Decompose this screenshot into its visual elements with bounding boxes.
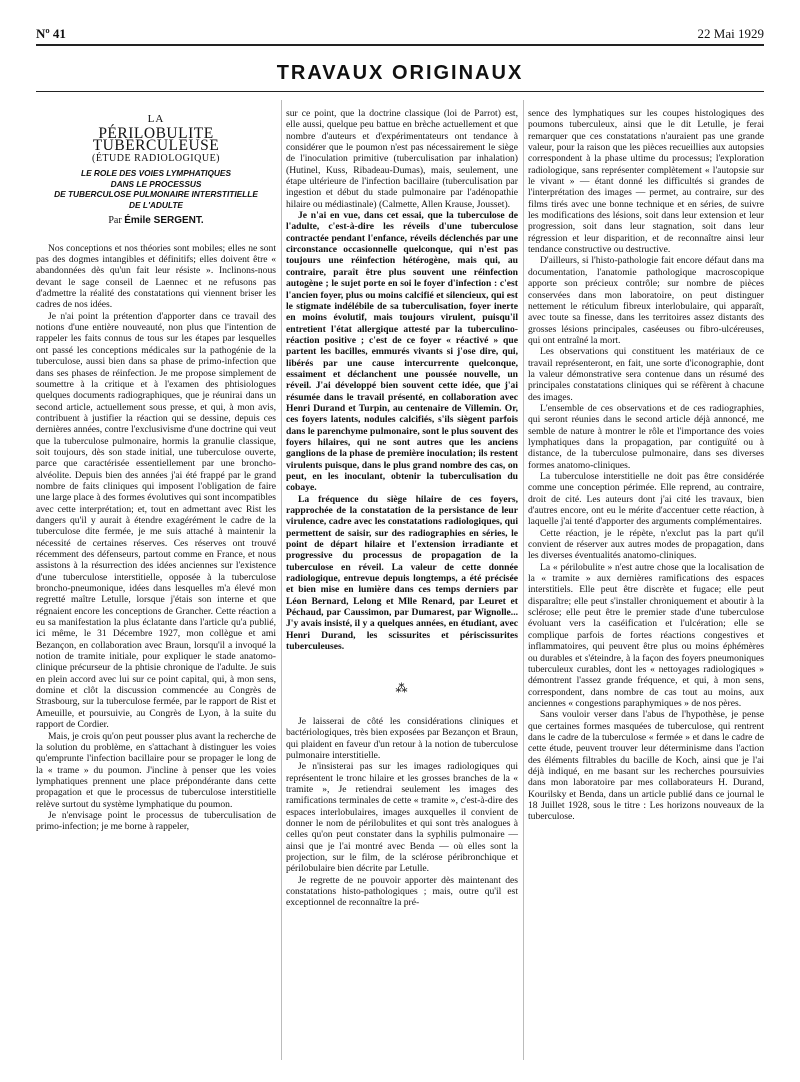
column-divider-1	[281, 100, 282, 1060]
section-break-asterism: ⁂	[395, 680, 409, 695]
article-kicker: LA	[147, 113, 165, 125]
article-title: PÉRILOBULITE TUBERCULEUSE	[92, 125, 220, 154]
paragraph: Sans vouloir verser dans l'abus de l'hypothèse, je pense que certaines formes masquées de tuberculose, qui rentrent dans le cadre de la tuberculose « fermée » et dans le cadre de cette étude, peuvent trouver leur déterminisme dans l'action des éléments filtrables du bacille de Koch, ainsi que je l'ai déjà indiqué, en me basant sur les recherches poursuivies dans mon laboratoire par mes collaborateurs H. Durand, Kourilsky et Benda, dans un article publié dans ce journal le 18 Juillet 1928, sous le titre : Les horizons nouveaux de la tuberculose.	[528, 709, 764, 823]
article-deck-line: LE ROLE DES VOIES LYMPHATIQUES	[81, 168, 231, 179]
column-1	[36, 106, 276, 833]
paragraph: Cette réaction, je le répète, n'exclut pas la part qu'il convient de réserver aux autres modes de propagation, dans les diverses éventualités anatomo-cliniques.	[528, 527, 764, 562]
paragraph: La « périlobulite » n'est autre chose que la localisation de la « tramite » aux dernières ramifications des espaces interstitiels. Elle peut être discrète et fugace; elle peut disparaître; elle peut s'installer chroniquement et aboutir à la sclérose; elle peut être le premier stade d'une tuberculose évoluant vers la caséification et l'ulcération; elle se complique parfois de fortes réactions congestives et inflammatoires, qui peuvent être plus ou moins éphémères ou durables et s'éteindre, à la façon des foyers pneumoniques tuberculeux curables, dont les « nettoyages radiologiques » démontrent l'assez grande fréquence, et qui, à mon sens, correspondent, dans nombre de cas tout au moins, aux anciennes « congestions paraphymiques » de nos pères.	[528, 561, 764, 709]
article-heading	[36, 114, 276, 227]
column-3	[528, 108, 764, 823]
paragraph: sur ce point, que la doctrine classique (loi de Parrot) est, elle aussi, quelque peu battue en brèche actuellement et que nombre d'auteurs et d'expérimentateurs ont tendance à considérer que le poumon n'est pas nécessairement le siège de l'inoculation primitive (tuberculisation par inhalation) (Hutinel, Kuss, Ribadeau-Dumas), mais, seulement, une étape ultérieure de l'infection bacillaire (tuberculisation par ingestion et début du stade pulmonaire par l'adénopathie hilaire ou médiastinale) (Calmette, Allen Krause, Jousset).	[286, 108, 518, 210]
byline	[36, 215, 276, 226]
article-deck-line: DANS LE PROCESSUS	[110, 178, 202, 189]
author-name: Émile SERGENT.	[124, 215, 204, 227]
article-subtitle: (ÉTUDE RADIOLOGIQUE)	[91, 153, 221, 165]
paragraph: L'ensemble de ces observations et de ces radiographies, qui seront réunies dans le second article déjà annoncé, me semble de nature à montrer le rôle et l'importance des voies lymphatiques dans la propagation, par contiguïté ou à distance, de la tuberculose pulmonaire, dans ses diverses formes anatomo-cliniques.	[528, 402, 764, 471]
header-rule	[36, 44, 764, 46]
paragraph: Je n'insisterai pas sur les images radiologiques qui représentent le tronc hilaire et les grosses branches de la « tramite », Je retiendrai seulement les images des ramifications terminales de cette « tramite », c'est-à-dire des espaces interlobulaires, images auxquelles il convient de donner le nom de périlobulites et qui sont très analogues à celles qu'on peut constater dans la syphilis pulmonaire — ainsi que je l'ai montré avec Benda — où elles sont la projection, sur le film, de la sclérose péribronchique et périlobulaire bien décrite par Letulle.	[286, 761, 518, 875]
section-rule	[36, 91, 764, 92]
paragraph: Nos conceptions et nos théories sont mobiles; elles ne sont pas des dogmes intangibles et définitifs; elles doivent être « abandonnées dès qu'un fait leur résiste ». Inclinons-nous devant le sage conseil de Laennec et ne refusons pas d'admettre la réalité des constatations qui viennent briser les cadres de nos idées.	[36, 242, 276, 311]
byline-prefix: Par	[108, 215, 122, 227]
paragraph: Je n'envisage point le processus de tuberculisation de primo-infection; je me borne à rappeler,	[36, 809, 276, 833]
paragraph: Je n'ai en vue, dans cet essai, que la tuberculose de l'adulte, c'est-à-dire les réveils d'une tuberculose contractée pendant l'enfance, réveils déclenchés par une circonstance occasionnelle quelconque, qui n'est pas toujours une réinfection hétérogène, mais qui, au contraire, paraît être plus souvent une réinfection autogène ; le sujet porte en soi le foyer d'infection : c'est l'ancien foyer, plus ou moins calcifié et silencieux, qui est le stigmate indélébile de sa tuberculisation, foyer inerte en moins évolutif, mais toujours virulent, puisqu'il entretient l'état allergique attesté par la tuberculino-réaction positive ; c'est de ce foyer « réactivé » que partent les bacilles, emmurés vivants si j'ose dire, qui, libérés par une cause intercurrente quelconque, essaiment et déclanchent une poussée nouvelle, un réveil. J'ai développé bien souvent cette idée, que j'ai résumée dans le travail présenté, en collaboration avec Henri Durand et Turpin, au centenaire de Villemin. Or, ces foyers latents, nodules calcifiés, s'ils siègent parfois dans le parenchyme pulmonaire, sont le plus souvent des foyers hilaires, qui ne sont autres que les anciens ganglions de la phase de première inoculation; ils restent virulents puisque, dans le plus grand nombre des cas, on peut, en les inoculant, obtenir la tuberculisation du cobaye.	[286, 210, 518, 494]
article-deck-line: DE L'ADULTE	[129, 199, 183, 210]
paragraph: Je regrette de ne pouvoir apporter dès maintenant des constatations histo-pathologiques ; mais, outre qu'il est exceptionnel de reconnaître la pré-	[286, 874, 518, 909]
paragraph: Je laisserai de côté les considérations cliniques et bactériologiques, très bien exposées par Bezançon et Braun, qui plaident en faveur d'un retour à la notion de tuberculose pulmonaire interstitielle.	[286, 715, 518, 761]
article-deck-line: DE TUBERCULOSE PULMONAIRE INTERSTITIELLE	[54, 189, 258, 200]
paragraph: Je n'ai point la prétention d'apporter dans ce travail des notions d'une entière nouveauté, non plus que l'intention de rappeler les faits connus de tous sur les étapes par lesquelles ont passé les conceptions médicales sur la pathogénie de la tuberculose, aussi bien dans sa phase de primo-infection que dans ses phases de réinfection. Je me propose simplement de soumettre à la critique et à l'examen des phtisiologues quelques documents radiographiques, que je réunirai dans un second article, actuellement sous presse, et qui, à mon avis, contribuent à justifier la réaction qui se dessine, depuis ces dernières années, contre l'exclusivisme d'une doctrine qui veut que la tuberculose pulmonaire, hormis la granulie classique, soit toujours, dès son stade initial, une tuberculose ouverte, parce que caractérisée essentiellement par une broncho-alvéolite. Depuis bien des années j'ai été frappé par le grand nombre de faits cliniques qui imposent l'obligation de faire une large place à des formes évolutives qui sont incompatibles avec cette interprétation; et, tout en admettant avec Rist les dangers qu'il y aurait à étendre exagérément le cadre de la tuberculose dite fermée, je me suis attaché à maintenir la nécessité de certaines réserves. Ces réserves ont trouvé récemment des défenseurs, partout comme en France, et nous assistons à la résurrection des idées anciennes sur l'existence d'une tuberculose interstitielle, opposée à la tuberculose broncho-pneumonique, idées dans lesquelles m'a élevé mon regretté maître Letulle, lorsque j'étais son interne et que régnaient encore les conceptions de Grancher. Cette réaction a eu sa manifestation la plus éclatante dans l'article qu'a publié, ici même, le 31 Décembre 1927, mon collègue et ami Bezançon, en collaboration avec Braun, lorsqu'il a invoqué la notion de tramite initiale, pour expliquer le stade anatomo-clinique précurseur de la phtisie chronique de l'adulte. Je suis en plein accord avec lui sur ce point capital, qui, à mon sens, domine et clôt la discussion commencée au Congrès de Strasbourg, sur la tuberculose fermée, par le rapport de Rist et Ameuille, et poursuivie, au Congrès de Lyon, à la suite du rapport de Cordier.	[36, 310, 276, 731]
issue-number: Nº 41	[36, 26, 66, 41]
paragraph: Mais, je crois qu'on peut pousser plus avant la recherche de la solution du problème, en s'attachant à distinguer les voies qu'emprunte l'infection bacillaire pour se propager le long de la « trame » du poumon. J'incline à penser que les voies lymphatiques prennent une place prépondérante dans cette propagation et que le processus de tuberculose interstitielle relève surtout du système lymphatique du poumon.	[36, 730, 276, 810]
paragraph: D'ailleurs, si l'histo-pathologie fait encore défaut dans ma documentation, l'anatomie pathologique macroscopique apporte son précieux contrôle; sur nombre de pièces conservées dans mon laboratoire, on peut distinguer nettement le réticulum fibreux interlobulaire, qui apparaît, avec toute sa finesse, dans les territoires assez distants des grosses lésions principales, caséeuses ou fibro-ulcéreuses, qui ont entraîné la mort.	[528, 255, 764, 346]
page-header	[36, 26, 764, 46]
section-title: TRAVAUX ORIGINAUX	[276, 62, 524, 84]
paragraph: La tuberculose interstitielle ne doit pas être considérée comme une conception périmée. Elle reprend, au contraire, droit de cité. Les auteurs dont j'ai cité les travaux, bien d'autres encore, ont eu le mérite d'accentuer cette réaction, à laquelle j'ai tenté d'apporter des arguments complémentaires.	[528, 471, 764, 528]
paragraph: Les observations qui constituent les matériaux de ce travail représenteront, en fait, une sorte d'iconographie, dont la valeur démonstrative sera contenue dans un résumé des principales constatations cliniques qui se réfèrent à chacune des images.	[528, 346, 764, 403]
paragraph: La fréquence du siège hilaire de ces foyers, rapprochée de la constatation de la persistance de leur virulence, cadre avec les constatations radiologiques, qui permettent de saisir, sur des radiographies en séries, le point de départ hilaire et l'extension irradiante et progressive du processus de propagation de la tuberculose en réveil. La valeur de cette donnée radiologique, entrevue depuis longtemps, a été précisée et bien mise en lumière dans ces temps derniers par Léon Bernard, Lelong et Mlle Renard, par Leuret et Péchaud, par Caussimon, par Dumarest, par Wignolle... J'y avais insisté, il y a quelques années, en étudiant, avec Henri Durand, les scissurites et périscissurites tuberculeuses.	[286, 493, 518, 653]
column-divider-2	[523, 100, 524, 1060]
paragraph: sence des lymphatiques sur les coupes histologiques des poumons tuberculeux, ainsi que le dit Letulle, je ferai remarquer que ces constatations n'auraient pas une grande valeur, pour la raison que les pièces recueillies aux autopsies correspondent à la phase ultime du processus; l'exploration radiologique, sans représenter complètement « l'autopsie sur le vivant » — étant donné les difficultés si grandes de l'interprétation des images — permet, au contraire, sur des films tirés avec une bonne technique et en séries, de suivre les modifications des lésions, soit dans leur extension et leur progression, soit dans leur stagnation, soit dans leur régression et leur disparition, et de reconnaître ainsi leur tendance constructive ou destructive.	[528, 108, 764, 256]
issue-date: 22 Mai 1929	[697, 26, 764, 41]
column-2	[286, 108, 518, 909]
